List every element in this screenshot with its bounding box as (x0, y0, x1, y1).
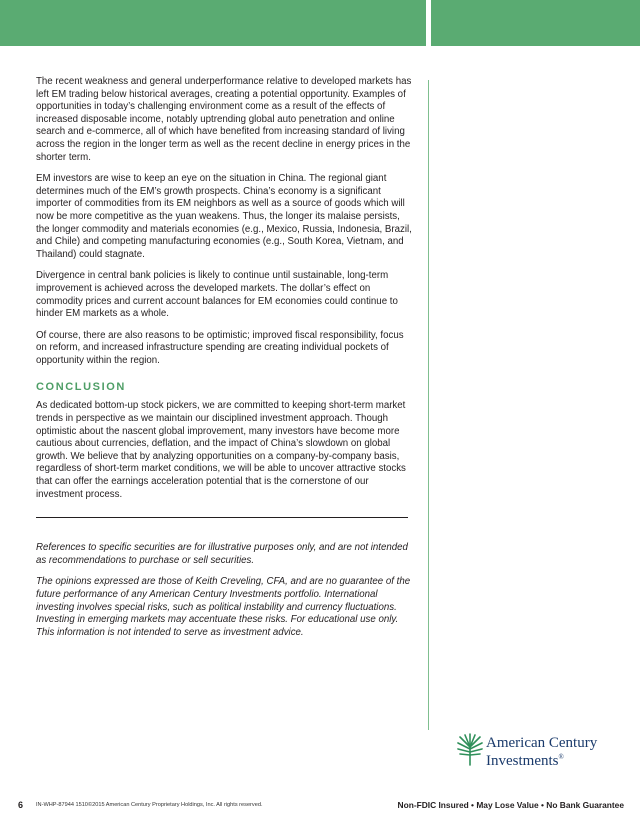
paragraph-1: The recent weakness and general underperformance relative to developed markets has left EM trading below historical averages, creating a potential opportunity. Examples of opportunities in today’s challenging environment come as a result of the effects of increased disposable income, notably uptrending global auto penetration and online search and e-commerce, all of which have benefited from increasing standard of living across the region in the longer term as well as the recent decline in energy prices in the shorter term. (36, 76, 412, 163)
conclusion-heading: CONCLUSION (36, 381, 126, 394)
disclaimer-1: References to specific securities are for illustrative purposes only, and are not intended as recommendations to purchase or sell securities. (36, 542, 408, 566)
header-bar-left (0, 0, 426, 46)
page-number: 6 (18, 800, 24, 810)
legal-disclaimer: Non-FDIC Insured • May Lose Value • No Bank Guarantee (397, 800, 624, 810)
logo-line-2: Investments (486, 753, 559, 769)
disclaimer-2: The opinions expressed are those of Keith Creveling, CFA, and are no guarantee of the future performance of any American Century Investments portfolio. International investing involves special risks, such as political instability and currency fluctuations. Investing in emerging markets may accentuate these risks. For educational use only. This information is not intended to serve as investment advice. (36, 576, 411, 638)
header-bar-right (431, 0, 640, 46)
divider (36, 517, 408, 518)
disclaimer-block (36, 542, 412, 639)
tree-icon (456, 733, 484, 767)
logo-wordmark (486, 736, 597, 768)
company-logo (456, 733, 606, 769)
registered-mark: ® (558, 753, 564, 761)
paragraph-2: EM investors are wise to keep an eye on the situation in China. The regional giant determines much of the EM’s growth prospects. China’s economy is a significant importer of commodities from its EM neighbors as well as a source of goods which will now be more competitive as the yuan weakens. Thus, the longer its malaise persists, the longer commodity and materials economies (e.g., Mexico, Russia, Indonesia, Brazil, and Chile) and competing manufacturing economies (e.g., South Korea, Vietnam, and Thailand) could stagnate. (36, 173, 412, 260)
conclusion-text: As dedicated bottom-up stock pickers, we are committed to keeping short-term market trends in perspective as we maintain our disciplined investment approach. Though optimistic about the nascent global improvement, many investors have become more cautious about currencies, deflation, and the impact of China’s slowdown on global growth. We believe that by analyzing opportunities on a company-by-company basis, regardless of short-term market conditions, we will be able to uncover attractive stocks that can offer the earnings acceleration potential that is the cornerstone of our investment process. (36, 400, 406, 500)
paragraph-4: Of course, there are also reasons to be optimistic; improved fiscal responsibility, focus on reform, and increased infrastructure spending are creating individual pockets of opportunity within the region. (36, 329, 404, 366)
sidebar-divider (428, 80, 429, 730)
logo-line-2-wrap (486, 750, 597, 768)
main-content (36, 76, 412, 648)
logo-line-1: American Century (486, 735, 598, 751)
paragraph-3: Divergence in central bank policies is likely to continue until sustainable, long-term improvement is achieved across the developed markets. The dollar’s effect on commodity prices and current account balances for EM economies could continue to hinder EM markets as a whole. (36, 270, 398, 320)
document-code: IN-WHP-87944 1510 (36, 802, 88, 808)
footer (18, 800, 624, 814)
copyright: ©2015 American Century Proprietary Holdings, Inc. All rights reserved. (88, 802, 263, 808)
